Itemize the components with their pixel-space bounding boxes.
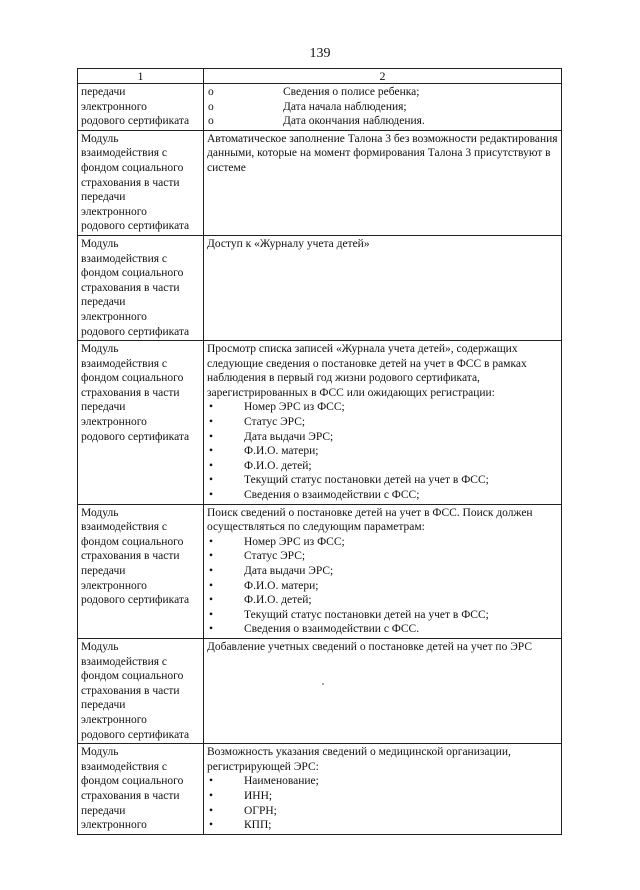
bullet-icon: • xyxy=(209,401,214,414)
bullet-icon: • xyxy=(209,819,214,832)
list-item xyxy=(207,114,558,129)
table-row xyxy=(78,638,562,743)
module-name-cell: Модуль взаимодействия с фондом социального страхования в части передачи электронного родового сертификата xyxy=(78,341,204,505)
bullet-icon: • xyxy=(209,565,214,577)
function-description-cell xyxy=(204,130,562,235)
list-item xyxy=(207,400,558,415)
bullet-icon: • xyxy=(209,489,214,502)
parameter-list xyxy=(207,774,558,832)
circle-bullet-icon: o xyxy=(208,115,214,128)
bullet-icon: • xyxy=(209,623,214,636)
module-name-cell: Модуль взаимодействия с фондом социального страхования в части передачи электронного родового сертификата xyxy=(78,130,204,235)
list-item xyxy=(207,774,558,789)
module-name-cell: Модуль взаимодействия с фондом социального страхования в части передачи электронного родового сертификата xyxy=(78,638,204,743)
function-description: Просмотр списка записей «Журнала учета детей», содержащих следующие сведения о постановке детей на учет в ФСС в рамках наблюдения в первый год жизни родового сертификата, зарегистрированных в ФСС или ожидающих регистрации: xyxy=(207,343,527,399)
bullet-icon: • xyxy=(209,445,214,458)
function-description: Добавление учетных сведений о постановке детей на учет по ЭРС xyxy=(207,640,533,653)
function-description: Доступ к «Журналу учета детей» xyxy=(207,237,370,250)
bullet-icon: • xyxy=(209,579,214,592)
column-header-1: 1 xyxy=(78,69,204,84)
list-item xyxy=(207,488,558,503)
list-item xyxy=(207,818,558,833)
function-description-cell xyxy=(204,84,562,131)
circle-bullet-icon: o xyxy=(208,100,214,113)
list-item xyxy=(207,444,558,459)
function-description: Поиск сведений о постановке детей на учет в ФСС. Поиск должен осуществляться по следующим параметрам: xyxy=(207,506,533,534)
bullet-icon: • xyxy=(209,416,214,429)
list-item xyxy=(207,622,558,637)
page-number: 139 xyxy=(309,46,331,61)
table-row xyxy=(78,504,562,638)
module-name-cell: Модуль взаимодействия с фондом социального страхования в части передачи электронного родового сертификата xyxy=(78,504,204,638)
parameter-list xyxy=(207,535,558,637)
bullet-icon: • xyxy=(209,594,214,607)
list-item-text: Ф.И.О. матери; xyxy=(244,579,319,592)
function-description-cell xyxy=(204,341,562,505)
parameter-list xyxy=(207,85,558,129)
bullet-icon: • xyxy=(209,775,214,788)
list-item xyxy=(207,789,558,804)
bullet-icon: • xyxy=(209,789,214,802)
list-item-text: Текущий статус постановки детей на учет в ФСС; xyxy=(244,474,489,487)
table-row xyxy=(78,235,562,340)
circle-bullet-icon: o xyxy=(208,86,214,98)
table-body xyxy=(78,84,562,835)
function-description-cell xyxy=(204,235,562,340)
list-item xyxy=(207,430,558,445)
list-item-text: Ф.И.О. детей; xyxy=(244,459,312,472)
list-item-text: КПП; xyxy=(244,819,272,832)
list-item xyxy=(207,549,558,564)
module-name-cell: Модуль взаимодействия с фондом социального страхования в части передачи электронного xyxy=(78,744,204,835)
bullet-icon: • xyxy=(209,804,214,817)
table-row xyxy=(78,341,562,505)
scan-speck xyxy=(322,683,324,685)
list-item-text: Текущий статус постановки детей на учет в ФСС; xyxy=(244,608,489,621)
list-item-text: Ф.И.О. матери; xyxy=(244,445,319,458)
bullet-icon: • xyxy=(209,550,214,563)
module-name-cell: Модуль взаимодействия с фондом социального страхования в части передачи электронного родового сертификата xyxy=(78,235,204,340)
bullet-icon: • xyxy=(209,474,214,487)
list-item xyxy=(207,459,558,474)
list-item-text: Статус ЭРС; xyxy=(244,550,306,563)
list-item xyxy=(207,564,558,579)
list-item-text: Номер ЭРС из ФСС; xyxy=(244,535,345,548)
table-row xyxy=(78,130,562,235)
list-item-text: Дата выдачи ЭРС; xyxy=(244,565,334,577)
list-item-text: Номер ЭРС из ФСС; xyxy=(244,401,345,414)
function-description-cell xyxy=(204,504,562,638)
bullet-icon: • xyxy=(209,430,214,443)
list-item-text: Статус ЭРС; xyxy=(244,416,306,429)
list-item xyxy=(207,608,558,623)
list-item xyxy=(207,804,558,819)
list-item xyxy=(207,85,558,100)
function-description: Автоматическое заполнение Талона 3 без возможности редактирования данными, которые на момент формирования Талона 3 присутствуют в системе xyxy=(207,132,558,174)
list-item xyxy=(207,593,558,608)
list-item xyxy=(207,415,558,430)
function-description: Возможность указания сведений о медицинской организации, регистрирующей ЭРС: xyxy=(207,746,511,773)
list-item xyxy=(207,100,558,115)
list-item-text: Наименование; xyxy=(244,775,319,788)
list-item xyxy=(207,579,558,594)
function-description-cell xyxy=(204,744,562,835)
bullet-icon: • xyxy=(209,459,214,472)
list-item xyxy=(207,535,558,550)
bullet-icon: • xyxy=(209,608,214,621)
list-item-text: Ф.И.О. детей; xyxy=(244,594,312,607)
list-item-text: ОГРН; xyxy=(244,804,277,817)
function-description-cell xyxy=(204,638,562,743)
list-item-text: Сведения о взаимодействии с ФСС. xyxy=(244,623,420,636)
list-item-text: Дата окончания наблюдения. xyxy=(283,115,425,128)
table-row xyxy=(78,744,562,835)
table-header-row xyxy=(78,69,562,84)
table-row xyxy=(78,84,562,131)
parameter-list xyxy=(207,400,558,502)
bullet-icon: • xyxy=(209,535,214,548)
requirements-table xyxy=(77,68,562,835)
column-header-2: 2 xyxy=(204,69,562,84)
module-name-cell: передачи электронного родового сертификата xyxy=(78,84,204,131)
list-item-text: Дата выдачи ЭРС; xyxy=(244,430,334,443)
list-item-text: ИНН; xyxy=(244,789,273,802)
list-item-text: Дата начала наблюдения; xyxy=(283,100,407,113)
list-item xyxy=(207,473,558,488)
list-item-text: Сведения о взаимодействии с ФСС; xyxy=(244,489,420,502)
list-item-text: Сведения о полисе ребенка; xyxy=(283,86,420,98)
